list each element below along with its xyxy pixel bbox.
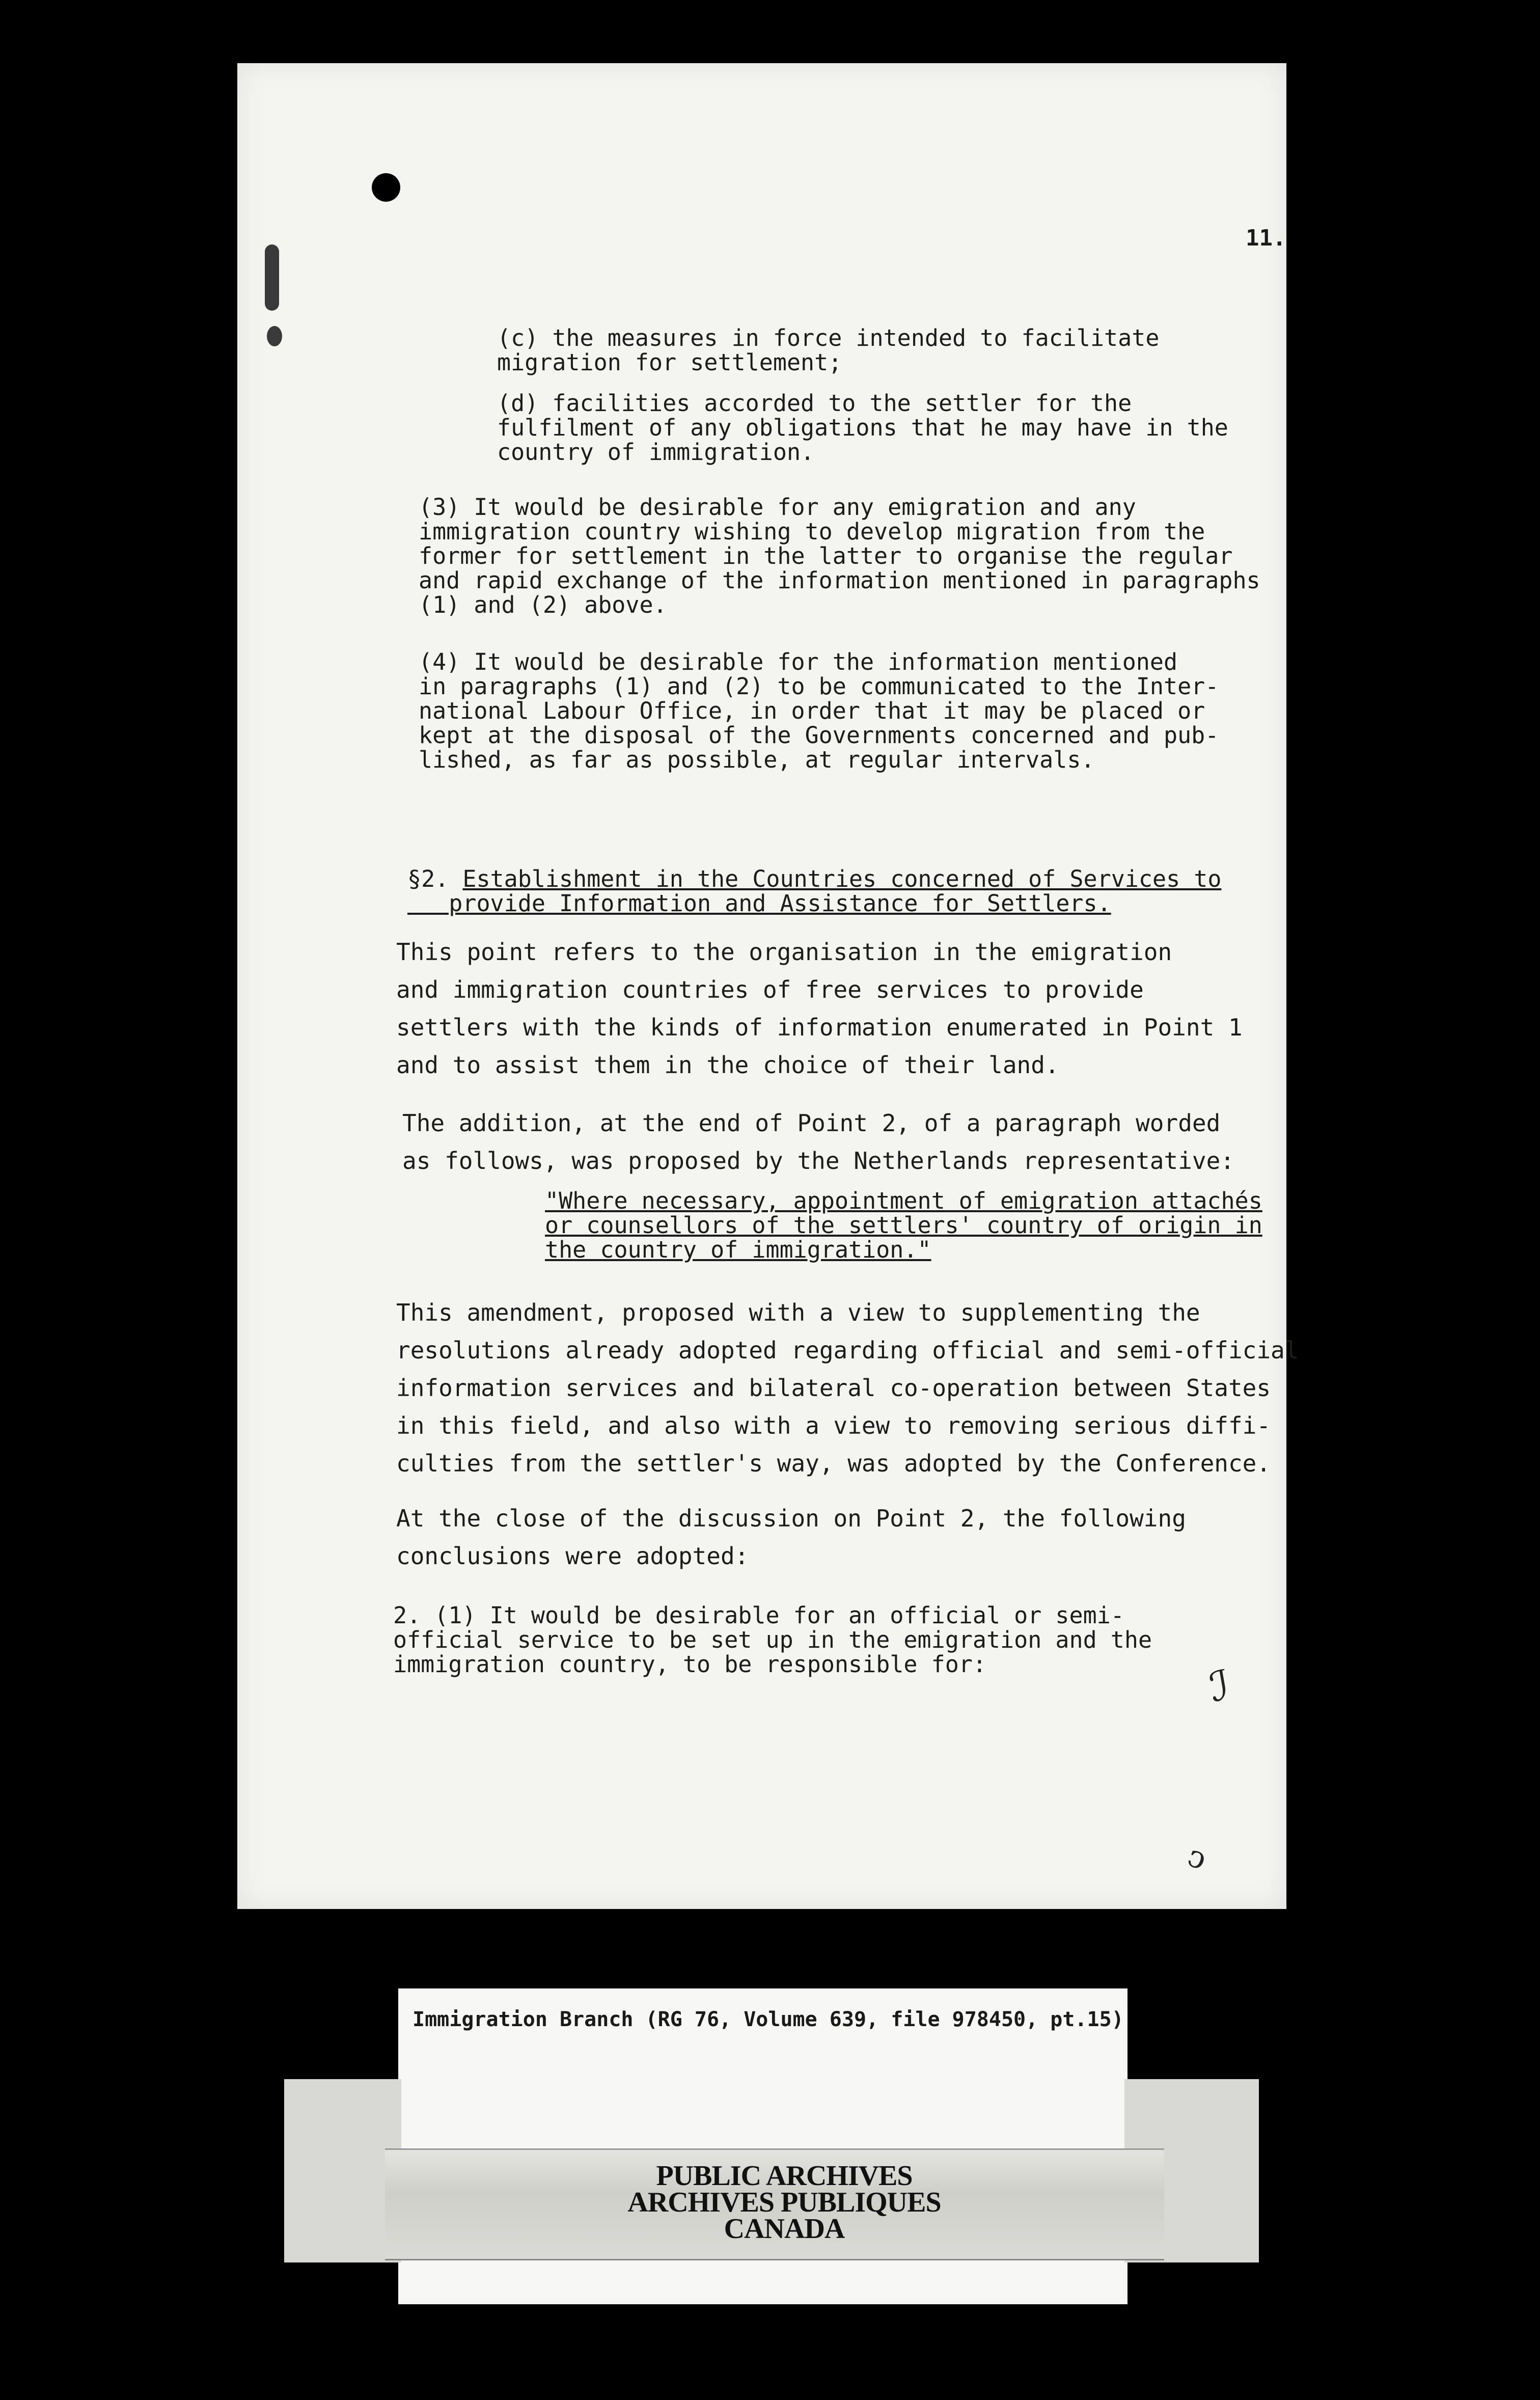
- tape-left: [284, 2079, 401, 2262]
- paragraph-4: (4) It would be desirable for the information mentioned in paragraphs (1) and (2) to be communicated to the Inter- national Labour Office, in order that it may be placed or kept at the disposal of the Governments concerned and pub- lished, as far as possible, at regular intervals.: [419, 648, 1219, 773]
- paragraph-addition: The addition, at the end of Point 2, of a paragraph worded as follows, was proposed by the Netherlands representative:: [402, 1109, 1234, 1175]
- section-number: §2.: [407, 865, 449, 892]
- paragraph-refers: This point refers to the organisation in the emigration and immigration countries of free services to provide settlers with the kinds of information enumerated in Point 1 and to assist them in the choice of their land.: [396, 938, 1243, 1079]
- archives-stamp: [596, 2160, 973, 2245]
- paragraph-amendment: This amendment, proposed with a view to supplementing the resolutions already adopted regarding official and semi-official information services and bilateral co-operation between States in this field, and also with a view to removing serious diffi- culties from the settler's way, was adopted by the Conference.: [396, 1299, 1299, 1477]
- paragraph-close: At the close of the discussion on Point 2, the following conclusions were adopted:: [396, 1505, 1186, 1570]
- paragraph-d: (d) facilities accorded to the settler for the fulfilment of any obligations that he may have in the country of immigration.: [497, 390, 1228, 466]
- ink-smudge: [265, 244, 279, 311]
- quoted-amendment: "Where necessary, appointment of emigration attachés or counsellors of the settlers' country of origin in the country of immigration.": [545, 1187, 1262, 1263]
- archive-reference: Immigration Branch (RG 76, Volume 639, file 978450, pt.15): [413, 2008, 1124, 2031]
- page-number: 11.: [1246, 225, 1286, 251]
- paragraph-3: (3) It would be desirable for any emigration and any immigration country wishing to develop migration from the former for settlement in the latter to organise the regular and rapid exchange of the information mentioned in paragraphs (1) and (2) above.: [419, 494, 1260, 618]
- handwritten-mark: ↄ: [1183, 1838, 1212, 1877]
- stamp-line-3: CANADA: [724, 2213, 845, 2245]
- stamp-line-1: PUBLIC ARCHIVES: [656, 2160, 913, 2192]
- stamp-line-2: ARCHIVES PUBLIQUES: [627, 2187, 941, 2218]
- paragraph-2-1: 2. (1) It would be desirable for an official or semi- official service to be set up in the emigration and the immigration country, to be responsible for:: [393, 1602, 1152, 1678]
- paragraph-c: (c) the measures in force intended to facilitate migration for settlement;: [497, 324, 1160, 376]
- section-heading: [407, 867, 1221, 916]
- punch-hole: [372, 173, 400, 202]
- ink-smudge: [267, 326, 282, 346]
- handwritten-mark: ℐ: [1206, 1661, 1233, 1711]
- section-title: Establishment in the Countries concerned of Services to provide Information and Assistance for Settlers.: [449, 865, 1222, 917]
